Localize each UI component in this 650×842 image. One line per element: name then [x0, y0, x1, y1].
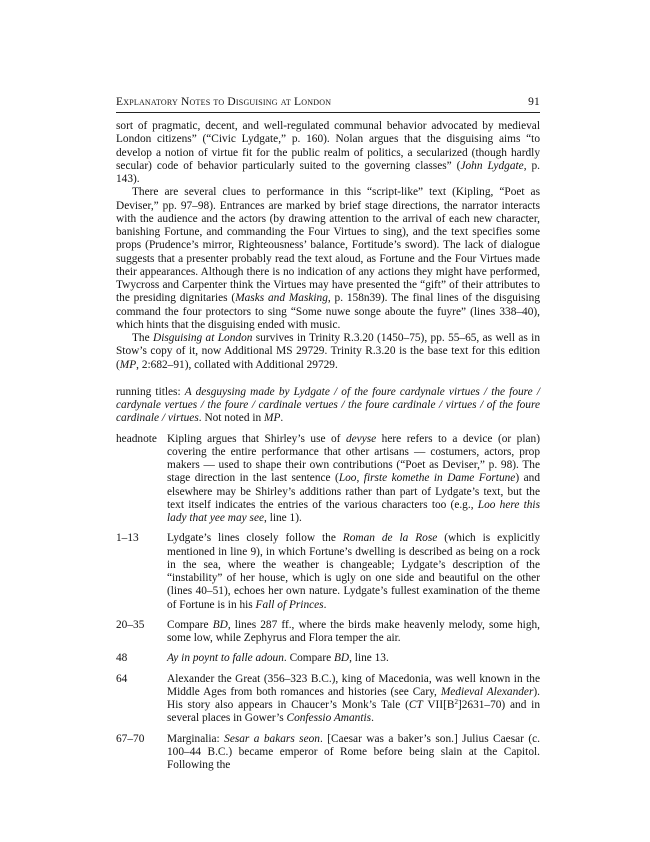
note-text: Marginalia: Sesar a bakars seon. [Caesar was a baker’s son.] Julius Caesar (c. 100–44 B.C.) became emperor of Rome before being slain at the Capitol. Following the [167, 732, 540, 771]
header-rule [116, 112, 540, 113]
note-lemma: 67–70 [116, 732, 145, 745]
note-20-35 [116, 619, 540, 646]
page-body [116, 120, 540, 772]
page-number: 91 [528, 96, 540, 108]
note-headnote [116, 433, 540, 526]
note-1-13 [116, 532, 540, 612]
note-lemma: 48 [116, 652, 128, 665]
note-lemma: headnote [116, 432, 157, 445]
running-titles-note: running titles: A desguysing made by Lydgate / of the foure cardynale virtues / the foure / cardynale vertues / the foure / cardinale vertues / the foure cardinale / virtues / of the foure cardinale / virtues. Not noted in MP. [116, 385, 540, 425]
note-48 [116, 652, 540, 665]
note-text: Alexander the Great (356–323 B.C.), king of Macedonia, was well known in the Middle Ages from both romances and histories (see Cary, Medieval Alexander). His story also appears in Chaucer’s Monk’s Tale (CT $VII[B^2]2631-70$) and in several places in Gower’s Confessio Amantis. [167, 672, 540, 725]
note-64 [116, 673, 540, 726]
note-lemma: 1–13 [116, 532, 139, 545]
note-67-70 [116, 733, 540, 773]
note-text: Ay in poynt to falle adoun. Compare BD, line 13. [167, 652, 389, 665]
intro-paragraph-2: There are several clues to performance in this “script-like” text (Kipling, “Poet as Deviser,” pp. 97–98). Entrances are marked by brief stage directions, the narrator interacts with the audience and the actors (by drawing attention to the arrival of each new character, banishing Fortune, and commanding the Four Virtues to sing), and the text specifies some props (Prudence’s mirror, Righteousness’ balance, Fortitude’s sword). The lack of dialogue suggests that a presenter probably read the text aloud, as Fortune and the Four Virtues made their appearances. Although there is no indication of any actions they might have performed, Twycross and Carpenter think the Virtues may have presented the “gift” of their attributes to the presiding dignitaries (Masks and Masking, p. 158n39). The final lines of the disguising command the four protectors to sing “Some nuwe songe aboute the fuyre” (lines 338–40), which hints that the disguising ended with music. [116, 186, 540, 331]
intro-paragraph-3: The Disguising at London survives in Trinity R.3.20 (1450–75), pp. 55–65, as well as in Stow’s copy of it, now Additional MS 29729. Trinity R.3.20 is the base text for this edition (MP, 2:682–91), collated with Additional 29729. [116, 332, 540, 371]
running-title: Explanatory Notes to Disguising at London [116, 96, 332, 108]
section-gap [116, 372, 540, 386]
note-lemma: 20–35 [116, 618, 145, 631]
note-lemma: 64 [116, 672, 128, 685]
note-text: Compare BD, lines 287 ff., where the birds make heavenly melody, some high, some low, while Zephyrus and Flora temper the air. [167, 618, 540, 644]
note-text: Lydgate’s lines closely follow the Roman de la Rose (which is explicitly mentioned in line 9), in which Fortune’s dwelling is described as being on a rock in the sea, where the weather is changeable; Lydgate’s description of the “instability” of her house, which is ugly on one side and beautiful on the other (lines 40–51), echoes her own nature. Lydgate’s fullest examination of the theme of Fortune is in his Fall of Princes. [167, 532, 540, 611]
intro-paragraph-1: sort of pragmatic, decent, and well-regulated communal behavior advocated by medieval London citizens” (“Civic Lydgate,” p. 160). Nolan argues that the disguising aims “to develop a notion of virtue fit for the public realm of politics, a secularized (though hardly secular) code of behavior particularly suited to the governing classes” (John Lydgate, p. 143). [116, 120, 540, 185]
running-header [116, 96, 540, 108]
note-text: Kipling argues that Shirley’s use of devyse here refers to a device (or plan) covering the entire performance that other artisans — costumers, actors, prop makers — used to shape their own contributions (“Poet as Deviser,” p. 98). The stage direction in the last sentence (Loo, firste komethe in Dame Fortune) and elsewhere may be Shirley’s additions rather than part of Lydgate’s text, but the text itself indicates the entries of the various characters too (e.g., Loo here this lady that yee may see, line 1). [167, 432, 540, 524]
